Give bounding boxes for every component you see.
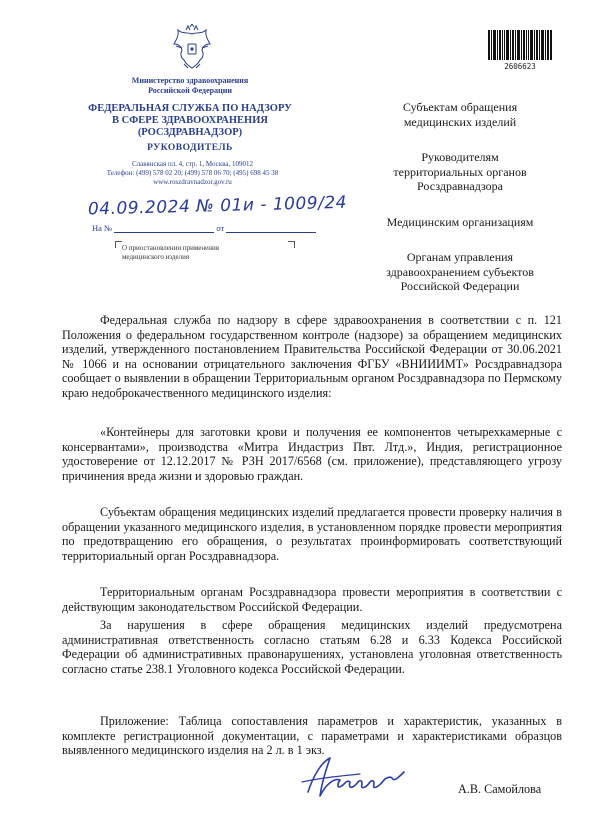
ministry-line-1: Министерство здравоохранения <box>131 76 249 85</box>
ref-from: от <box>216 223 225 233</box>
ref-number-blank <box>114 223 214 233</box>
subject-line-1: О приостановлении применения <box>122 244 219 252</box>
body-paragraph-3: Субъектам обращения медицинских изделий предлагается провести проверку наличия в обращении указанного медицинского изделия, в установленном порядке провести мероприятия по предотвращению его обращения, о результатах проинформировать соответствующий территориальный орган Росздравнадзора. <box>62 505 562 563</box>
body-paragraph-2: «Контейнеры для заготовки крови и получения ее компонентов четырехкамерные с консервантами», производства «Митра Индастриз Пвт. Лтд.», Индия, регистрационное удостоверение от 12.12.2017 № РЗН 2017/6568 (см. приложение), представляющего угрозу причинения вреда жизни и здоровью граждан. <box>62 425 562 483</box>
subject-line-2: медицинского изделия <box>122 252 190 261</box>
ministry-line-2: Российской Федерации <box>148 86 232 95</box>
recipient-line: Руководителям <box>421 150 499 164</box>
website-link[interactable]: www.roszdravnadzor.gov.ru <box>153 177 232 186</box>
recipient-line: здравоохранением субъектов <box>386 264 534 279</box>
subject-corner-left <box>115 241 122 248</box>
barcode-number: 2606623 <box>504 62 536 71</box>
signer-name: А.В. Самойлова <box>458 782 542 796</box>
barcode-icon <box>488 30 552 60</box>
letter-subject <box>122 244 292 261</box>
handwritten-signature-icon <box>300 752 410 804</box>
service-line-2: В СФЕРЕ ЗДРАВООХРАНЕНИЯ <box>112 115 268 126</box>
body-paragraph-5: За нарушения в сфере обращения медицинских изделий предусмотрена административная ответственность согласно статьям 6.28 и 6.33 Кодекса Российской Федерации об административных правонарушениях, установлена уголовная ответственность согласно статье 238.1 Уголовного кодекса Российской Федерации. <box>62 618 562 676</box>
recipient-4 <box>360 250 560 294</box>
reference-line <box>92 223 316 233</box>
recipient-line: Росздравнадзора <box>417 179 503 193</box>
ref-prefix: На № <box>92 223 113 233</box>
recipient-line: Российской Федерации <box>400 279 520 293</box>
body-paragraph-1: Федеральная служба по надзору в сфере здравоохранения в соответствии с п. 121 Положения о федеральном государственном контроле (надзоре) за обращением медицинских изделий, утвержденного постановлением Правительства Российской Федерации от 30.06.2021 № 1066 и на основании отрицательного заключения ФГБУ «ВНИИИМТ» Росздравнадзора сообщает о выявлении в обращении Территориальным органом Росздравнадзора по Пермскому краю недоброкачественного медицинского изделия: <box>62 313 562 400</box>
recipient-line: Органам управления <box>406 250 514 264</box>
handwritten-registration-number: 04.09.2024 № 01и - 1009/24 <box>87 192 348 220</box>
recipient-3 <box>360 215 560 230</box>
service-line-1: ФЕДЕРАЛЬНАЯ СЛУЖБА ПО НАДЗОРУ <box>88 103 292 114</box>
coat-of-arms-icon <box>172 24 212 72</box>
address-block <box>80 160 305 186</box>
service-name <box>80 103 300 139</box>
ref-date-blank <box>226 223 316 233</box>
ministry-name <box>95 76 285 96</box>
service-line-3: (РОСЗДРАВНАДЗОР) <box>137 127 243 138</box>
recipient-line: медицинских изделий <box>403 114 517 129</box>
recipient-1 <box>360 100 560 129</box>
body-paragraph-4: Территориальным органам Росздравнадзора провести мероприятия в соответствии с действующим законодательством Российской Федерации. <box>62 585 562 614</box>
recipient-line: Медицинским организациям <box>386 215 534 229</box>
attachment-paragraph: Приложение: Таблица сопоставления параметров и характеристик, указанных в комплекте регистрационной документации, с параметрами и характеристиками образцов выявленного медицинского изделия на 2 л. в 1 экз. <box>62 714 562 758</box>
head-title: РУКОВОДИТЕЛЬ <box>147 143 233 153</box>
recipient-line: Субъектам обращения <box>402 100 518 114</box>
phone-line: Телефон: (499) 578 02 20; (499) 578 06 70; (495) 698 45 38 <box>106 168 279 177</box>
recipient-2 <box>360 150 560 194</box>
address-line: Славянская пл. 4, стр. 1, Москва, 109012 <box>132 160 253 168</box>
recipient-line: территориальных органов <box>393 164 527 179</box>
